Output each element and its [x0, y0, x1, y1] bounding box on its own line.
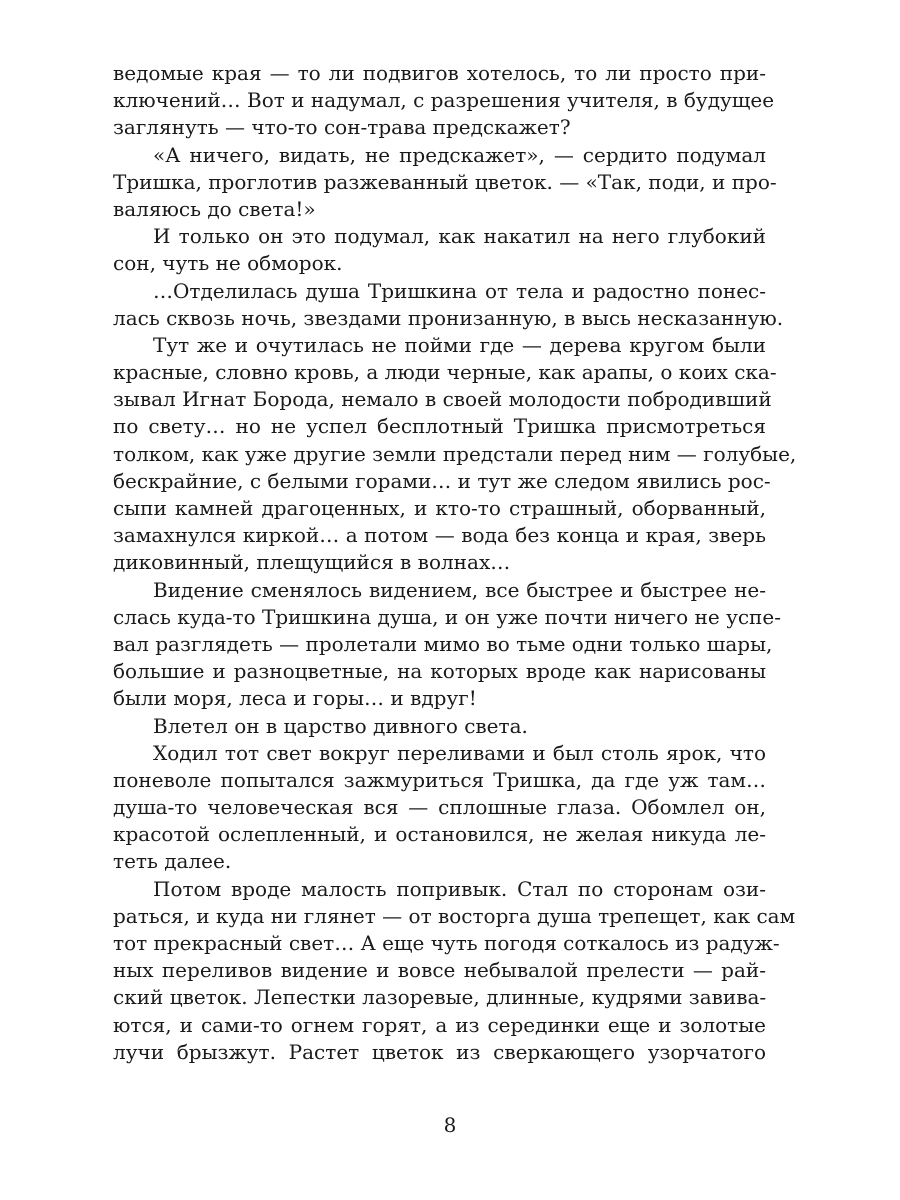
text-line: Видение сменялось видением, все быстрее и быстрее не-: [153, 577, 766, 602]
text-line: заглянуть — что-то сон-трава предскажет?: [113, 115, 571, 140]
text-line: ются, и сами-то огнем горят, а из серединки еще и золотые: [113, 1012, 766, 1037]
text-line: замахнулся киркой… а потом — вода без конца и края, зверь: [113, 523, 766, 548]
text-line: лучи брызжут. Растет цветок из сверкающего узорчатого: [113, 1039, 766, 1064]
text-line: ведомые края — то ли подвигов хотелось, то ли просто при-: [113, 61, 766, 85]
text-line: ных переливов видение и вовсе небывалой прелести — рай-: [113, 958, 766, 983]
text-line: Тут же и очутилась не пойми где — дерева кругом были: [153, 332, 766, 357]
text-line: тот прекрасный свет… А еще чуть погодя соткалось из радуж-: [113, 931, 780, 955]
text-line: были моря, леса и горы… и вдруг!: [113, 686, 477, 711]
text-line: ключений… Вот и надумал, с разрешения учителя, в будущее: [113, 88, 775, 113]
page-text: [113, 60, 797, 1066]
text-line: слась куда-то Тришкина душа, и он уже почти ничего не успе-: [113, 604, 781, 629]
text-line: толком, как уже другие земли предстали перед ним — голубые,: [113, 441, 797, 466]
text-line: сон, чуть не обморок.: [113, 251, 343, 276]
text-line: …Отделилась душа Тришкина от тела и радостно понес-: [153, 278, 766, 303]
text-line: Влетел он в царство дивного света.: [153, 713, 528, 738]
text-line: большие и разноцветные, на которых вроде как нарисованы: [113, 659, 766, 684]
text-line: красные, словно кровь, а люди черные, как арапы, о коих ска-: [113, 360, 777, 385]
text-line: красотой ослепленный, и остановился, не желая никуда ле-: [113, 822, 766, 847]
text-line: по свету… но не успел бесплотный Тришка присмотреться: [113, 414, 766, 439]
text-line: диковинный, плещущийся в волнах…: [113, 550, 511, 575]
page-number: 8: [443, 1113, 457, 1137]
text-line: лась сквозь ночь, звездами пронизанную, в высь несказанную.: [113, 305, 784, 330]
text-line: Потом вроде малость попривык. Стал по сторонам ози-: [153, 876, 766, 901]
text-line: зывал Игнат Борода, немало в своей молодости побродивший: [113, 387, 772, 412]
text-line: душа-то человеческая вся — сплошные глаза. Обомлел он,: [113, 795, 766, 820]
text-line: «А ничего, видать, не предскажет», — сердито подумал: [153, 142, 766, 167]
text-line: сыпи камней драгоценных, и кто-то страшный, оборванный,: [113, 496, 766, 520]
text-line: И только он это подумал, как накатил на него глубокий: [153, 224, 766, 249]
text-line: ский цветок. Лепестки лазоревые, длинные, кудрями завива-: [113, 985, 767, 1010]
text-line: Тришка, проглотив разжеванный цветок. — «Так, поди, и про-: [113, 169, 777, 194]
text-line: Ходил тот свет вокруг переливами и был столь ярок, что: [153, 740, 766, 765]
text-line: поневоле попытался зажмуриться Тришка, да где уж там…: [113, 767, 766, 792]
text-line: раться, и куда ни глянет — от восторга душа трепещет, как сам: [113, 903, 796, 928]
text-line: валяюсь до света!»: [113, 196, 316, 221]
text-line: бескрайние, с белыми горами… и тут же следом явились рос-: [113, 468, 771, 493]
text-line: теть далее.: [113, 849, 232, 874]
text-line: вал разглядеть — пролетали мимо во тьме одни только шары,: [113, 631, 773, 656]
